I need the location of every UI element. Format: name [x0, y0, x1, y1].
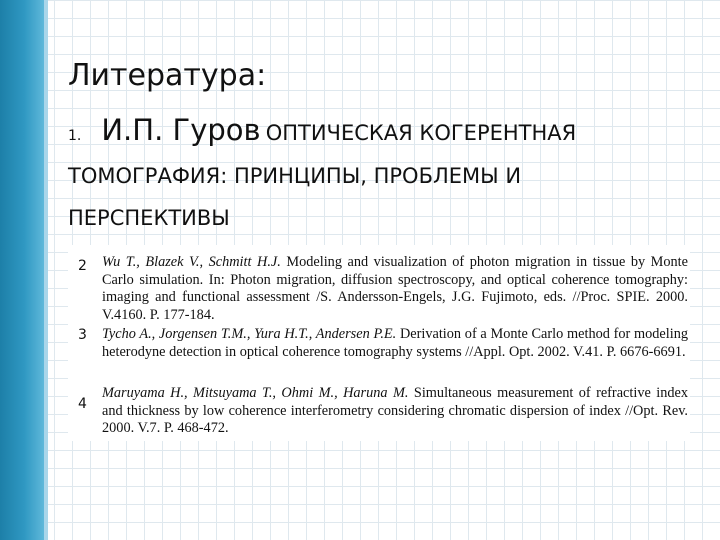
reference-4-authors: Maruyama H., Mitsuyama T., Ohmi M., Haruna M. — [102, 385, 409, 401]
slide-heading: Литература: — [68, 58, 267, 93]
reference-1-title: ОПТИЧЕСКАЯ КОГЕРЕНТНАЯ ТОМОГРАФИЯ: ПРИНЦИПЫ, ПРОБЛЕМЫ И ПЕРСПЕКТИВЫ — [68, 121, 577, 230]
reference-3-authors: Tycho A., Jorgensen T.M., Yura H.T., Andersen P.E. — [102, 326, 397, 342]
reference-1-author: И.П. Гуров — [101, 113, 261, 147]
decorative-side-stripe — [0, 0, 44, 540]
reference-2-authors: Wu T., Blazek V., Schmitt H.J. — [102, 254, 281, 270]
reference-3 — [102, 326, 688, 361]
reference-4-number: 4 — [78, 396, 87, 412]
decorative-stripe-line — [44, 0, 48, 540]
reference-2-number: 2 — [78, 258, 87, 274]
reference-4-text: Simultaneous measurement of refractive index and thickness by low coherence interferometry considering chromatic dispersion of index //Opt. Rev. 2000. V.7. P. 468-472. — [102, 385, 688, 436]
reference-1 — [68, 110, 688, 240]
reference-2 — [102, 254, 688, 324]
reference-3-text: Derivation of a Monte Carlo method for modeling heterodyne detection in optical coherence tomography systems //Appl. Opt. 2002. V.41. P. 6676-6691. — [102, 326, 688, 360]
reference-1-number: 1. — [68, 128, 82, 144]
reference-2-text: Modeling and visualization of photon migration in tissue by Monte Carlo simulation. In: Photon migration, diffusion spectroscopy, and optical coherence tomography: imaging and functional assessment /S. Andersson-Engels, J.G. Fujimoto, eds. //Proc. SPIE. 2000. V.4160. P. 177-184. — [102, 254, 688, 323]
reference-3-number: 3 — [78, 327, 87, 343]
reference-4 — [102, 385, 688, 438]
